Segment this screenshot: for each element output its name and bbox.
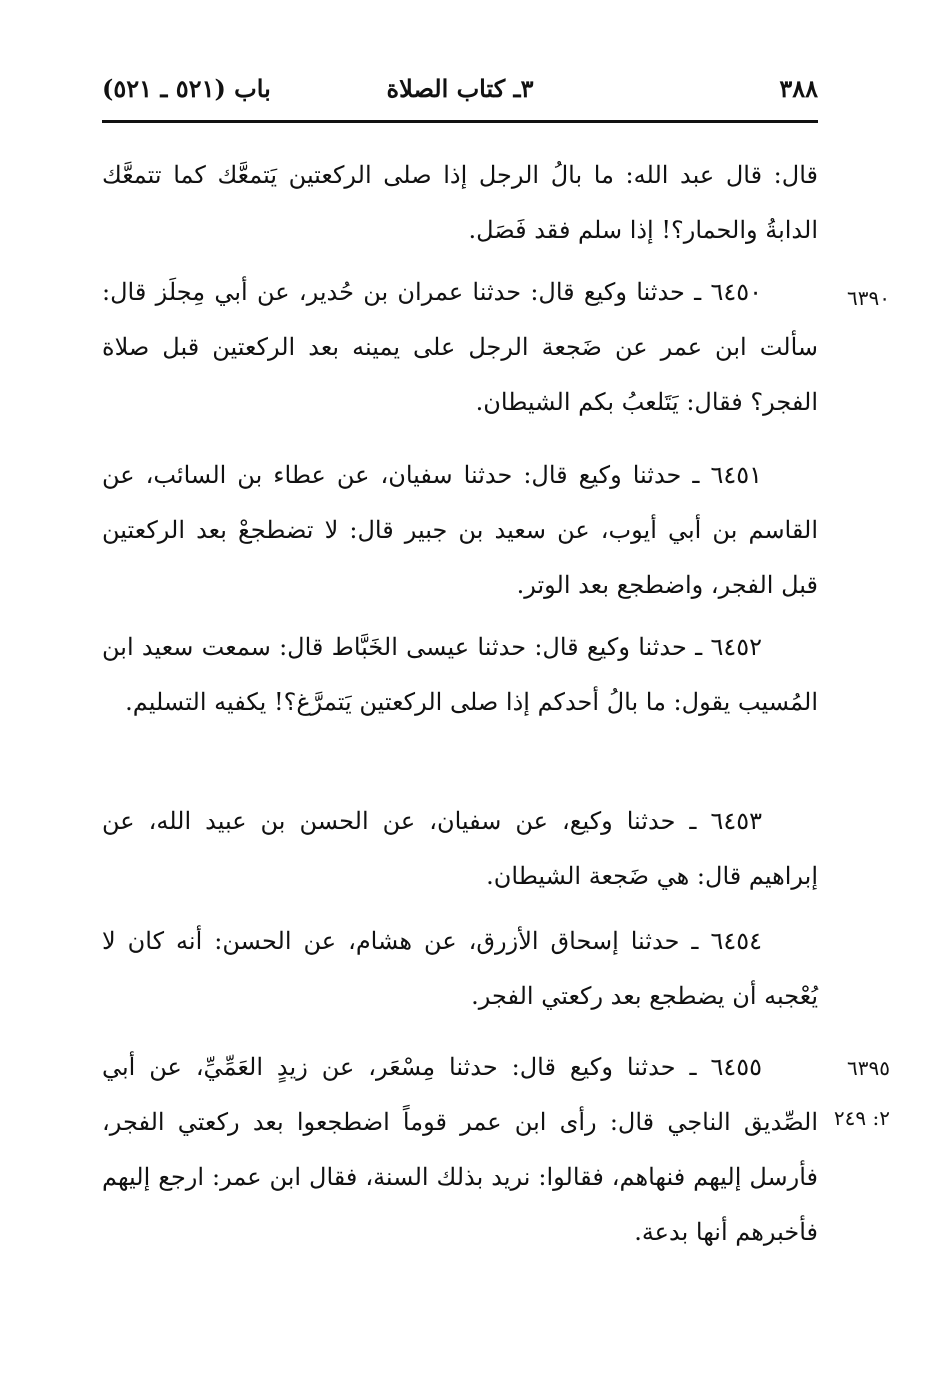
hadith-text: ٦٤٥٣ ـ حدثنا وكيع، عن سفيان، عن الحسن بن عبيد الله، عن إبراهيم قال: هي ضَجعة الشيطان. [102, 807, 818, 890]
hadith-text: ٦٤٥٠ ـ حدثنا وكيع قال: حدثنا عمران بن حُدير، عن أبي مِجلَز قال: سألت ابن عمر عن ضَجعة الرجل على يمينه بعد الركعتين قبل صلاة الفجر؟ فقال: يَتَلعبُ بكم الشيطان. [102, 278, 818, 416]
hadith-6452 [102, 620, 818, 730]
book-title: ٣ـ كتاب الصلاة [386, 74, 534, 103]
hadith-text: ٦٤٥٢ ـ حدثنا وكيع قال: حدثنا عيسى الخَبَّاط قال: سمعت سعيد ابن المُسيب يقول: ما بالُ أحدكم إذا صلى الركعتين يَتمرَّغ؟! يكفيه التسليم. [102, 633, 818, 716]
hadith-text: قال: قال عبد الله: ما بالُ الرجل إذا صلى الركعتين يَتمعَّك كما تتمعَّك الدابةُ والحمار؟! إذا سلم فقد فَصَل. [102, 161, 818, 244]
page-number: ٣٨٨ [779, 74, 818, 103]
hadith-text: ٦٤٥٥ ـ حدثنا وكيع قال: حدثنا مِسْعَر، عن زيدٍ العَمِّيِّ، عن أبي الصِّديق الناجي قال: رأى ابن عمر قوماً اضطجعوا بعد ركعتي الفجر، فأرسل إليهم فنهاهم، فقالوا: نريد بذلك السنة، فقال ابن عمر: ارجع إليهم فأخبرهم أنها بدعة. [102, 1053, 818, 1246]
margin-number-6395: ٦٣٩٥ [847, 1056, 890, 1080]
hadith-text: ٦٤٥٤ ـ حدثنا إسحاق الأزرق، عن هشام، عن الحسن: أنه كان لا يُعْجبه أن يضطجع بعد ركعتي الفجر. [102, 927, 818, 1010]
header-rule [102, 120, 818, 123]
hadith-6450 [102, 265, 818, 430]
paragraph-continuation [102, 148, 818, 258]
hadith-6451 [102, 448, 818, 613]
margin-volume-reference: ٢: ٢٤٩ [833, 1106, 890, 1130]
hadith-6455 [102, 1040, 818, 1260]
page-header [102, 74, 818, 114]
margin-number-6390: ٦٣٩٠ [847, 286, 890, 310]
hadith-6453 [102, 794, 818, 904]
hadith-6454 [102, 914, 818, 1024]
hadith-text: ٦٤٥١ ـ حدثنا وكيع قال: حدثنا سفيان، عن عطاء بن السائب، عن القاسم بن أبي أيوب، عن سعيد بن جبير قال: لا تضطجعْ بعد الركعتين قبل الفجر، واضطجع بعد الوتر. [102, 461, 818, 599]
chapter-title: باب (٥٢١ ـ ٥٢١) [102, 74, 271, 103]
